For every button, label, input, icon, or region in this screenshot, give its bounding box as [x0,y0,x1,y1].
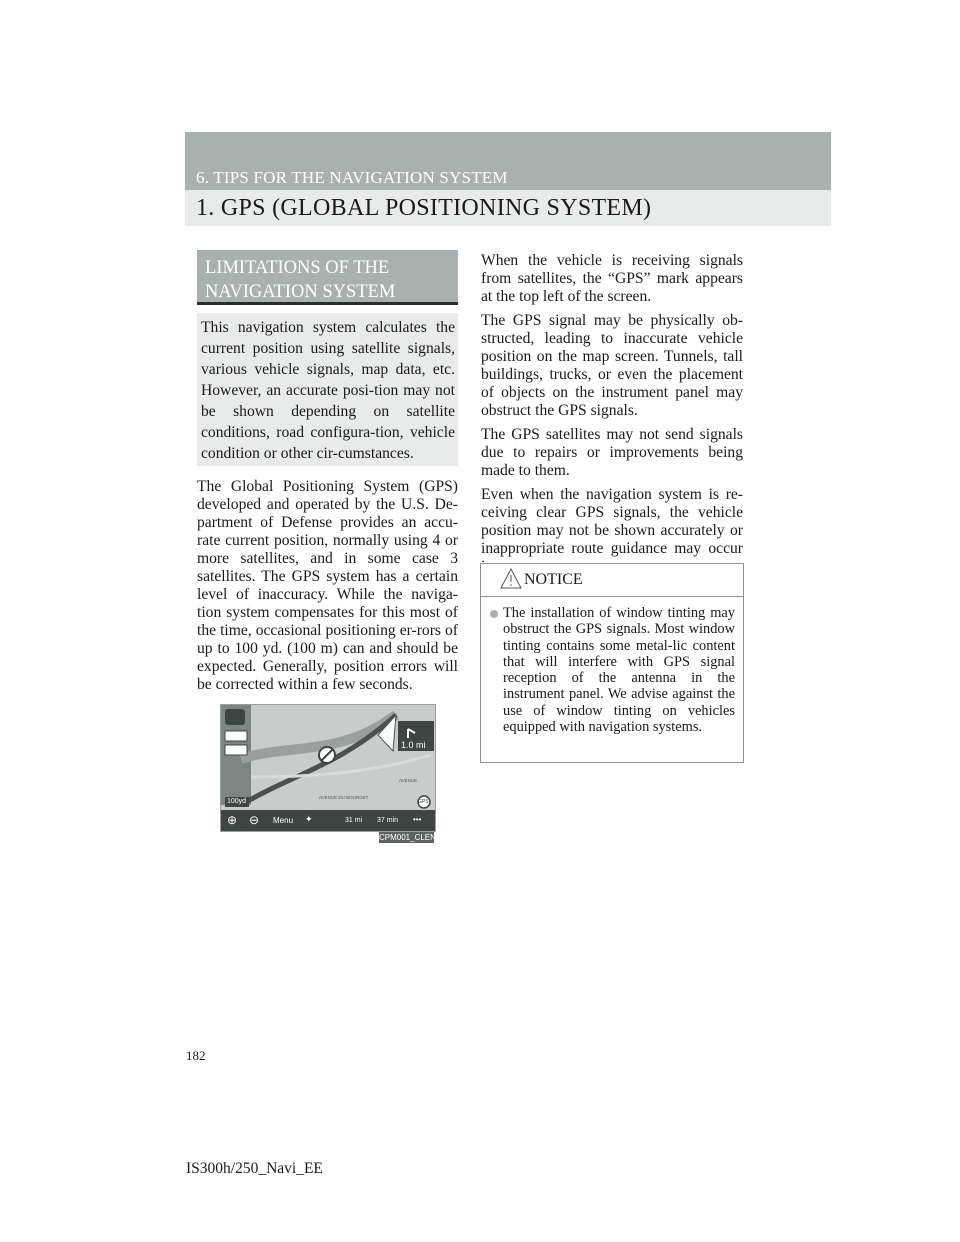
right-paragraph-2: The GPS signal may be physically ob-structed, leading to inaccurate vehicle position on the map screen. Tunnels, tall buildings, trucks, or even the placement of objects on the instrument panel may obstruct the GPS signals. [481,312,743,419]
distance-remaining: 31 mi [345,817,363,824]
limitations-heading-box [197,250,458,305]
left-body-text [197,478,458,700]
menu-label: Menu [273,816,294,825]
navigation-map-figure [220,704,436,832]
time-remaining: 37 min [377,817,399,824]
voice-icon: ✦ [305,814,313,824]
right-paragraph-1: When the vehicle is receiving signals from satellites, the “GPS” mark appears at the top left of the screen. [481,252,743,305]
street-label: AVENUE [399,778,418,783]
notice-title: NOTICE [524,571,583,588]
figure-code: CPM001_CLEN [379,833,436,842]
limitations-heading [205,256,395,304]
more-icon: ••• [413,815,422,824]
limitations-heading-line-2: NAVIGATION SYSTEM [205,282,396,302]
scale-label: 100yd [227,798,247,805]
notice-item: The installation of window tinting may obstruct the GPS signals. Most window tinting contains some metal-lic content that will interfere with GPS signal reception of the antenna in the instrument panel. We advise against the use of window tinting on vehicles equipped with navigation systems. [503,605,735,736]
document-code: IS300h/250_Navi_EE [186,1160,323,1177]
road-label: AVENUE DU BOURGET [319,795,369,800]
warning-triangle-icon [500,568,522,590]
map-toolbar [221,811,435,831]
zoom-out-icon: ⊖ [249,813,260,827]
page-title: 1. GPS (GLOBAL POSITIONING SYSTEM) [196,195,652,221]
limitations-heading-line-1: LIMITATIONS OF THE [205,258,390,278]
limitations-summary-box [197,313,458,466]
distance-badge: 1.0 mi [401,740,426,750]
notice-header [481,564,743,597]
notice-box [480,563,744,763]
gps-paragraph: The Global Positioning System (GPS) developed and operated by the U.S. De-partment of Defense provides an accu-rate current position, normally using 4 or more satellites, and in some case 3 satellites. The GPS system has a certain level of inaccuracy. While the naviga-tion system compensates for this most of the time, occasional positioning er-rors of up to 100 yd. (100 m) can and should be expected. Generally, position errors will be corrected within a few seconds. [197,478,458,693]
section-label: 6. TIPS FOR THE NAVIGATION SYSTEM [196,168,508,187]
bullet-icon [490,610,498,618]
right-paragraph-3: The GPS satellites may not send signals due to repairs or improvements being made to them. [481,426,743,479]
zoom-in-icon: ⊕ [227,813,238,827]
right-paragraph-4: Even when the navigation system is re-ceiving clear GPS signals, the vehicle position may not be shown accurately or inappropriate route guidance may occur [481,486,743,557]
limitations-summary: This navigation system calculates the current position using satellite signals, various vehicle signals, map data, etc. However, an accurate posi-tion may not be shown depending on satellite conditions, road configura-tion, vehicle condition or other cir-cumstances. [201,319,455,462]
right-body-text [481,252,743,582]
gps-mark: GPS [418,799,429,805]
page-number: 182 [186,1048,206,1063]
